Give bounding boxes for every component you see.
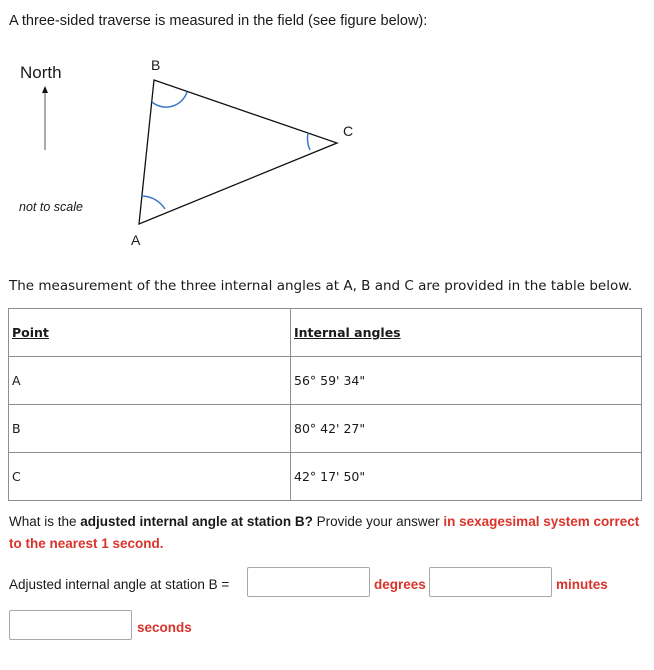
vertex-label-b: B <box>151 57 161 73</box>
degrees-unit-label: degrees <box>374 577 426 592</box>
table-header-point: Point <box>9 309 291 357</box>
traverse-triangle <box>139 80 337 224</box>
north-label: North <box>20 63 62 82</box>
table-caption: The measurement of the three internal angles at A, B and C are provided in the table below. <box>9 278 633 294</box>
seconds-input[interactable] <box>9 610 132 640</box>
table-row <box>9 453 642 501</box>
table-cell-angle: 42° 17' 50" <box>291 453 642 501</box>
traverse-figure <box>0 40 400 260</box>
angle-arc-c <box>307 133 310 150</box>
angle-arc-b <box>152 92 187 107</box>
table-cell-angle: 80° 42' 27" <box>291 405 642 453</box>
scale-note: not to scale <box>19 200 83 214</box>
seconds-unit-label: seconds <box>137 620 192 635</box>
table-header-row <box>9 309 642 357</box>
table-cell-point: C <box>9 453 291 501</box>
minutes-unit-label: minutes <box>556 577 608 592</box>
degrees-input[interactable] <box>247 567 370 597</box>
question-precision-note: in sexagesimal system correct to the nearest 1 second. <box>9 514 640 551</box>
vertex-label-c: C <box>343 123 354 139</box>
intro-text: A three-sided traverse is measured in the field (see figure below): <box>9 13 428 29</box>
table-cell-angle: 56° 59' 34" <box>291 357 642 405</box>
question-bold: adjusted internal angle at station B? <box>80 514 313 529</box>
question-part1: What is the <box>9 514 81 529</box>
answer-label: Adjusted internal angle at station B = <box>9 577 230 592</box>
table-header-angles: Internal angles <box>291 309 642 357</box>
angle-arc-a <box>142 196 165 209</box>
question-part2: Provide your answer <box>312 514 444 529</box>
table-row <box>9 405 642 453</box>
minutes-input[interactable] <box>429 567 552 597</box>
angles-table <box>8 308 642 501</box>
vertex-label-a: A <box>131 232 141 248</box>
table-cell-point: B <box>9 405 291 453</box>
question-text <box>9 511 649 555</box>
table-row <box>9 357 642 405</box>
table-cell-point: A <box>9 357 291 405</box>
north-arrowhead-icon <box>42 86 48 93</box>
